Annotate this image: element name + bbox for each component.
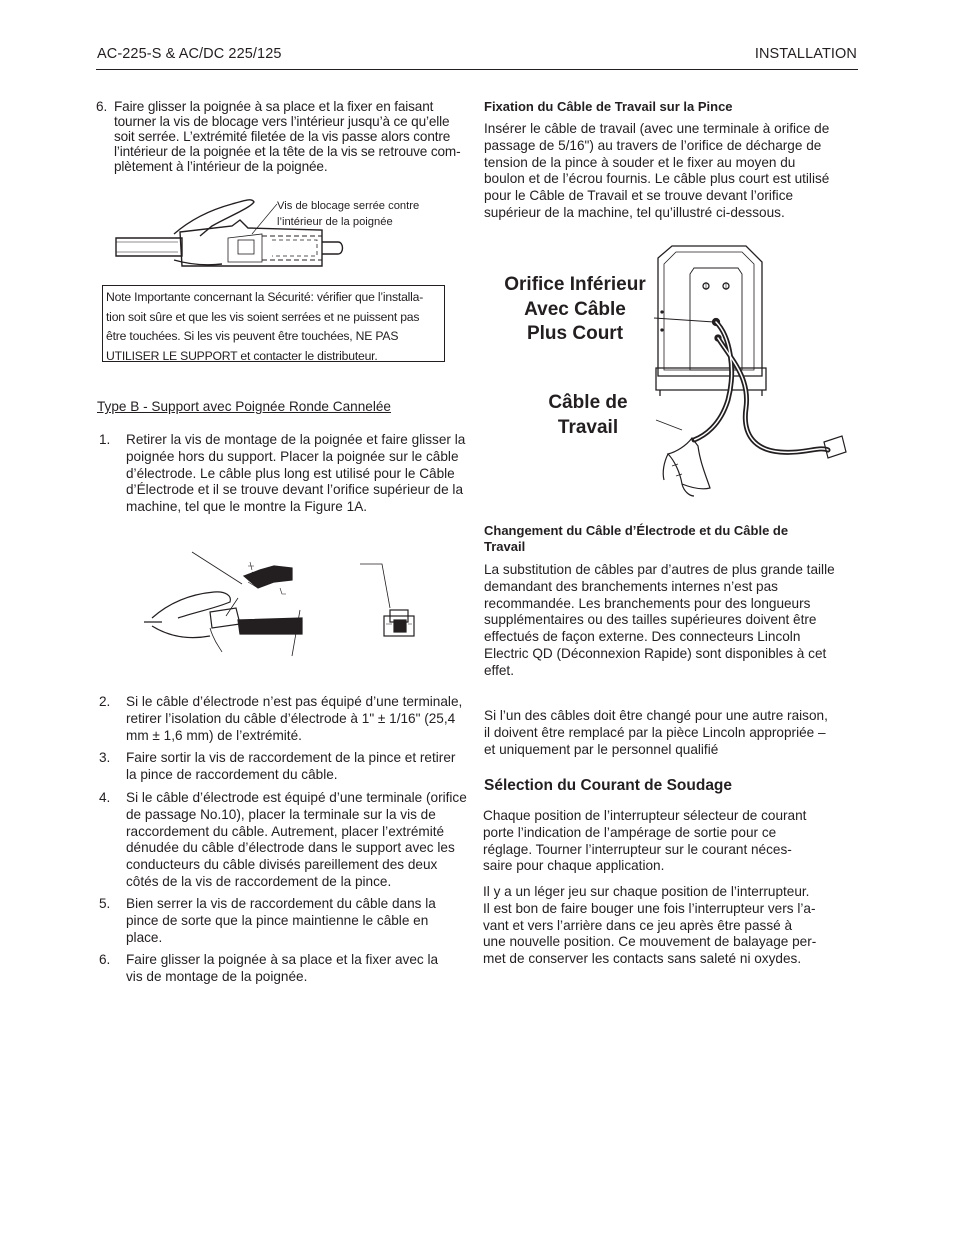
callout-work-cable: Câble de Travail <box>548 392 628 438</box>
step-6-top-number: 6. <box>96 99 108 114</box>
selection-paragraph-1: Chaque position de l’interrupteur sélecteur de courant porte l’indication de l’ampérage de sortie pour ce réglage. Tourner l’interrupteur sur le courant néces- saire pour chaque application. <box>483 808 807 874</box>
fix-paragraph: Insérer le câble de travail (avec une terminale à orifice de passage de 5/16") au travers de l’orifice de décharge de tension de la pince à souder et le fixer au moyen du boulon et de l’écrou fournis. Le câble plus court est utilisé pour le Câble de Travail et se trouve devant l’orifice supérieur de la machine, tel qu’illustré ci-dessous. <box>484 121 830 220</box>
header-rule <box>96 69 858 70</box>
selection-paragraph-2: Il y a un léger jeu sur chaque position de l’interrupteur. Il est bon de faire bouger une fois l’interrupteur vers l’a- vant et vers l’arrière dans ce jeu après être passé à une nouvelle position. Ce mouvement de balayage per- met de conserver les contacts sans saleté ni oxydes. <box>483 884 817 967</box>
callout-lower-orifice: Orifice Inférieur Avec Câble Plus Court <box>504 274 646 344</box>
fix-heading: Fixation du Câble de Travail sur la Pince <box>484 99 733 114</box>
type-b-heading: Type B - Support avec Poignée Ronde Cannelée <box>97 399 391 414</box>
step-6-top-text: Faire glisser la poignée à sa place et la fixer en faisant tourner la vis de blocage vers l’intérieur jusqu’à ce qu’elle soit serrée. L’extrémité filetée de la vis passe alors contre l’intérieur de la poignée et la tête de la vis se retrouve com- plètement à l’intérieur de la poignée. <box>114 99 461 174</box>
header-right: INSTALLATION <box>754 46 857 62</box>
safety-note-box: Note Importante concernant la Sécurité: vérifier que l’installa- tion soit sûre et que les vis soient serrées et ne puissent pas être touchées. Si les vis peuvent être touchées, NE PAS UTILISER LE SUPPORT et contacter le distributeur. <box>102 285 445 362</box>
electrode-holder-figure <box>140 548 440 660</box>
header-left: AC-225-S & AC/DC 225/125 <box>97 46 282 62</box>
change-heading: Changement du Câble d’Électrode et du Câble de Travail <box>484 523 789 554</box>
handle-screw-caption: Vis de blocage serrée contre l’intérieur de la poignée <box>277 200 420 228</box>
selection-heading: Sélection du Courant de Soudage <box>484 777 733 794</box>
change-paragraph: La substitution de câbles par d’autres de plus grande taille demandant des branchements internes n’est pas recommandée. Les branchements pour des longueurs supplémentaires ou des tailles supérieures doivent être effectués de façon externe. Des connecteurs Lincoln Electric QD (Déconnexion Rapide) sont disponibles à cet effet. <box>484 562 835 678</box>
replace-paragraph: Si l’un des câbles doit être changé pour une autre raison, il doivent être remplacé par la pièce Lincoln appropriée – et uniquement par le personnel qualifié <box>484 708 828 757</box>
